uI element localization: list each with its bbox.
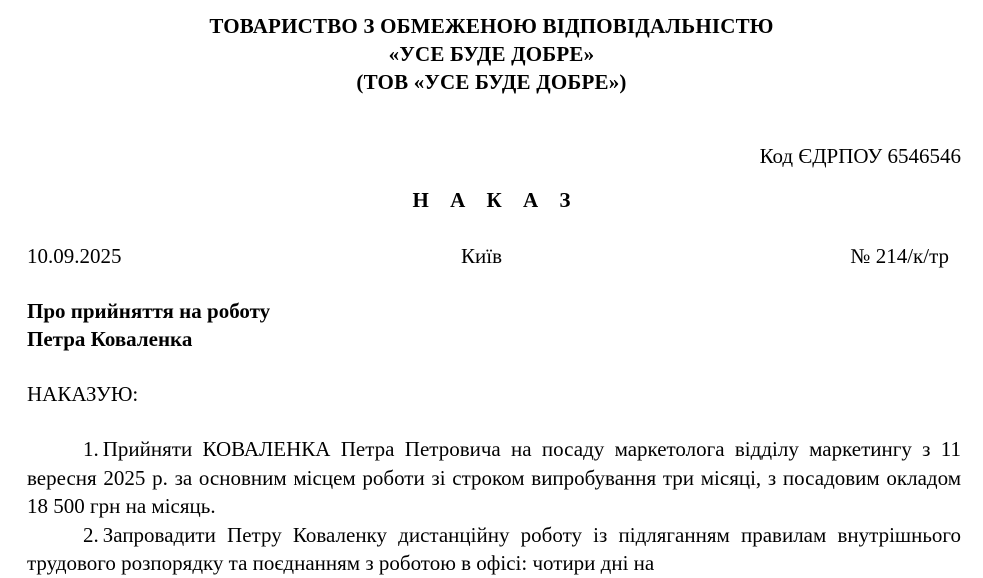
document-number: № 214/к/тр	[850, 244, 949, 268]
order-item-text: Прийняти КОВАЛЕНКА Петра Петровича на посаду маркетолога відділу маркетингу з 11 вересня 2025 р. за основним місцем роботи зі строком випробування три місяці, з посадовим окладом 18 500 грн на місяць.	[27, 437, 961, 518]
document-city: Київ	[461, 244, 502, 268]
order-item-1	[27, 435, 961, 521]
document-type-title: Н А К А З	[412, 188, 579, 212]
order-item-text: Запровадити Петру Коваленку дистанційну роботу із підляганням правилам внутрішнього трудового розпорядку та поєднанням з роботою в офісі: чотири дні на	[27, 522, 961, 575]
edrpou-code: Код ЄДРПОУ 6546546	[759, 144, 961, 168]
organization-name-line-2: «УСЕ БУДЕ ДОБРЕ»	[388, 42, 595, 66]
organization-short-name: (ТОВ «УСЕ БУДЕ ДОБРЕ»)	[356, 70, 627, 94]
document-meta-row	[27, 242, 949, 270]
order-subject-line-1: Про прийняття на роботу	[27, 299, 271, 323]
order-subject	[27, 297, 270, 353]
order-subject-line-2: Петра Коваленка	[27, 327, 193, 351]
order-items-list	[27, 435, 961, 578]
order-directive-word: НАКАЗУЮ:	[27, 382, 139, 406]
order-item-2	[27, 521, 961, 578]
organization-name-line-1: ТОВАРИСТВО З ОБМЕЖЕНОЮ ВІДПОВІДАЛЬНІСТЮ	[209, 14, 774, 38]
order-item-number: 1.	[83, 437, 99, 461]
document-date: 10.09.2025	[27, 244, 122, 268]
order-item-number: 2.	[83, 522, 99, 547]
